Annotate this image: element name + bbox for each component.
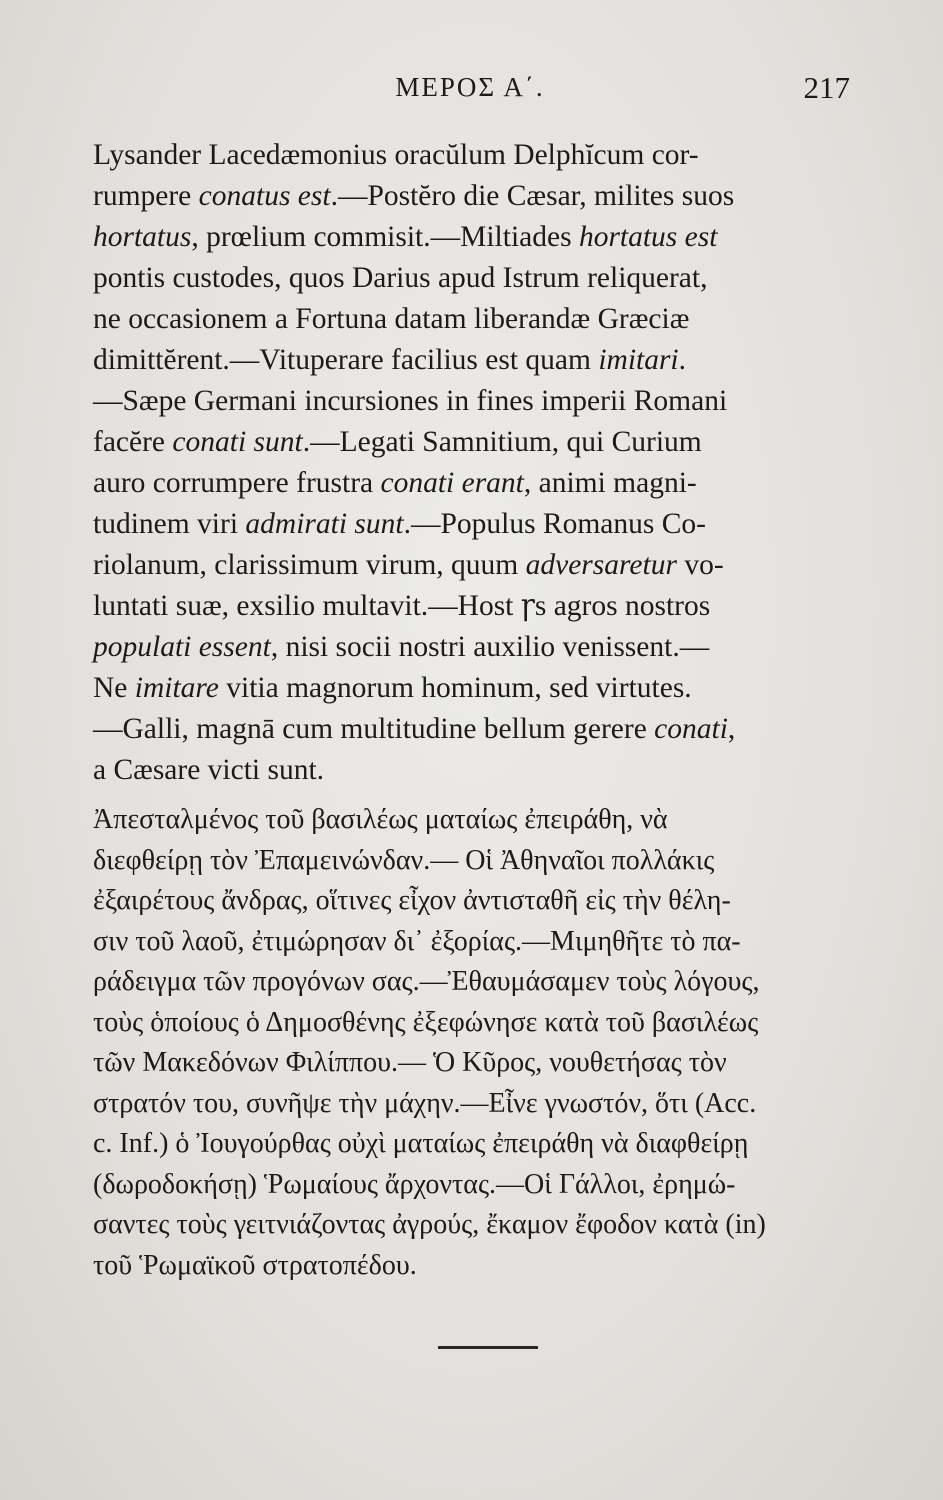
- greek-text-line: τοὺς ὁποίους ὁ Δημοσθένης ἐξεφώνησε κατὰ τοῦ βασιλέως: [93, 1006, 759, 1038]
- latin-text-line: [93, 217, 838, 258]
- greek-text-line: σιν τοῦ λαοῦ, ἐτιμώρησαν δι᾽ ἐξορίας.—Μιμηθῆτε τὸ πα-: [93, 925, 741, 957]
- running-head: ΜΕΡΟΣ Α΄.: [395, 72, 545, 102]
- text-run: facĕre: [93, 426, 173, 458]
- greek-text-line: διεφθείρῃ τὸν Ἐπαμεινώνδαν.— Οἱ Ἀθηναῖοι πολλάκις: [93, 844, 715, 876]
- text-run: tudinem viri: [93, 508, 246, 540]
- text-run: , prœlium commisit.—Miltiades: [191, 221, 579, 253]
- latin-text-line: [93, 504, 838, 545]
- latin-text-line: [93, 463, 838, 504]
- text-run: dimittĕrent.—Vituperare facilius est quam: [93, 344, 599, 376]
- greek-text-line: τοῦ Ῥωμαϊκοῦ στρατοπέδου.: [93, 1249, 417, 1281]
- text-run: pontis custodes, quos Darius apud Istrum reliquerat,: [93, 262, 708, 294]
- latin-text-line: [93, 586, 838, 627]
- greek-text-line: σαντες τοὺς γειτνιάζοντας ἀγρούς, ἔκαμον ἔφοδον κατὰ (in): [93, 1209, 766, 1240]
- text-run: Ne: [93, 672, 135, 704]
- italic-phrase: conatus est: [198, 180, 331, 212]
- latin-text-line: [93, 422, 838, 463]
- italic-phrase: populati essent: [93, 631, 271, 663]
- latin-text-line: [93, 176, 838, 217]
- latin-text-line: [93, 299, 838, 340]
- italic-phrase: conati erant: [380, 467, 524, 499]
- greek-text-line: Ἀπεσταλμένος τοῦ βασιλέως ματαίως ἐπειράθη, νὰ: [93, 804, 668, 835]
- page-header: [90, 70, 850, 110]
- text-run: —Sæpe Germani incursiones in fines imperii Romani: [93, 385, 728, 417]
- text-run: riolanum, clarissimum virum, quum: [93, 549, 526, 581]
- greek-text-line: c. Inf.) ὁ Ἰουγούρθας οὐχὶ ματαίως ἐπειράθη νὰ διαφθείρῃ: [93, 1128, 749, 1159]
- latin-text-line: [93, 381, 838, 422]
- text-run: luntati suæ, exsilio multavit.—Host ꞅs agros nostros: [93, 590, 711, 622]
- text-run: .—Postĕro die Cæsar, milites suos: [330, 180, 735, 212]
- latin-text-line: [93, 709, 838, 750]
- greek-text-line: στρατόν του, συνῆψε τὴν μάχην.—Εἶνε γνωστόν, ὅτι (Acc.: [93, 1087, 757, 1119]
- latin-text-line: [93, 668, 838, 709]
- text-run: auro corrumpere frustra: [93, 467, 381, 499]
- greek-exercise-paragraph: [93, 800, 838, 1286]
- latin-text-line: [93, 340, 838, 381]
- greek-text-line: ράδειγμα τῶν προγόνων σας.—Ἐθαυμάσαμεν τοὺς λόγους,: [93, 966, 760, 997]
- page-number: 217: [803, 70, 850, 105]
- italic-phrase: adversaretur: [525, 549, 677, 581]
- greek-text-line: ἐξαιρέτους ἄνδρας, οἵτινες εἶχον ἀντισταθῆ εἰς τὴν θέλη-: [93, 885, 731, 916]
- latin-exercise-paragraph: [93, 135, 838, 791]
- italic-phrase: imitari: [598, 344, 679, 376]
- text-run: vitia magnorum hominum, sed virtutes.: [218, 672, 692, 704]
- latin-text-line: [93, 627, 838, 668]
- greek-text-line: τῶν Μακεδόνων Φιλίππου.— Ὁ Κῦρος, νουθετήσας τὸν: [93, 1047, 727, 1078]
- text-run: , animi magni-: [523, 467, 697, 499]
- latin-text-line: [93, 545, 838, 586]
- section-end-rule: [438, 1346, 538, 1349]
- italic-phrase: hortatus: [93, 221, 192, 253]
- italic-phrase: conati: [654, 713, 728, 745]
- latin-text-line: [93, 258, 838, 299]
- text-run: rumpere: [93, 180, 199, 212]
- text-run: —Galli, magnā cum multitudine bellum gerere: [93, 713, 655, 745]
- italic-phrase: admirati sunt: [245, 508, 404, 540]
- text-run: a Cæsare victi sunt.: [93, 754, 325, 786]
- text-run: .—Legati Samnitium, qui Curium: [302, 426, 702, 458]
- latin-text-line: [93, 750, 838, 791]
- greek-text-line: (δωροδοκήσῃ) Ῥωμαίους ἄρχοντας.—Οἱ Γάλλοι, ἐρημώ-: [93, 1168, 736, 1200]
- text-run: .: [678, 344, 687, 376]
- text-run: Lysander Lacedæmonius oracŭlum Delphĭcum cor-: [93, 139, 699, 171]
- italic-phrase: imitare: [134, 672, 219, 704]
- italic-phrase: conati sunt: [172, 426, 303, 458]
- latin-text-line: [93, 135, 838, 176]
- text-run: .—Populus Romanus Co-: [403, 508, 706, 540]
- text-run: ne occasionem a Fortuna datam liberandæ Græciæ: [93, 303, 690, 335]
- text-run: ,: [727, 713, 736, 745]
- text-run: , nisi socii nostri auxilio venissent.—: [270, 631, 710, 663]
- text-run: vo-: [676, 549, 724, 581]
- italic-phrase: hortatus est: [578, 221, 718, 253]
